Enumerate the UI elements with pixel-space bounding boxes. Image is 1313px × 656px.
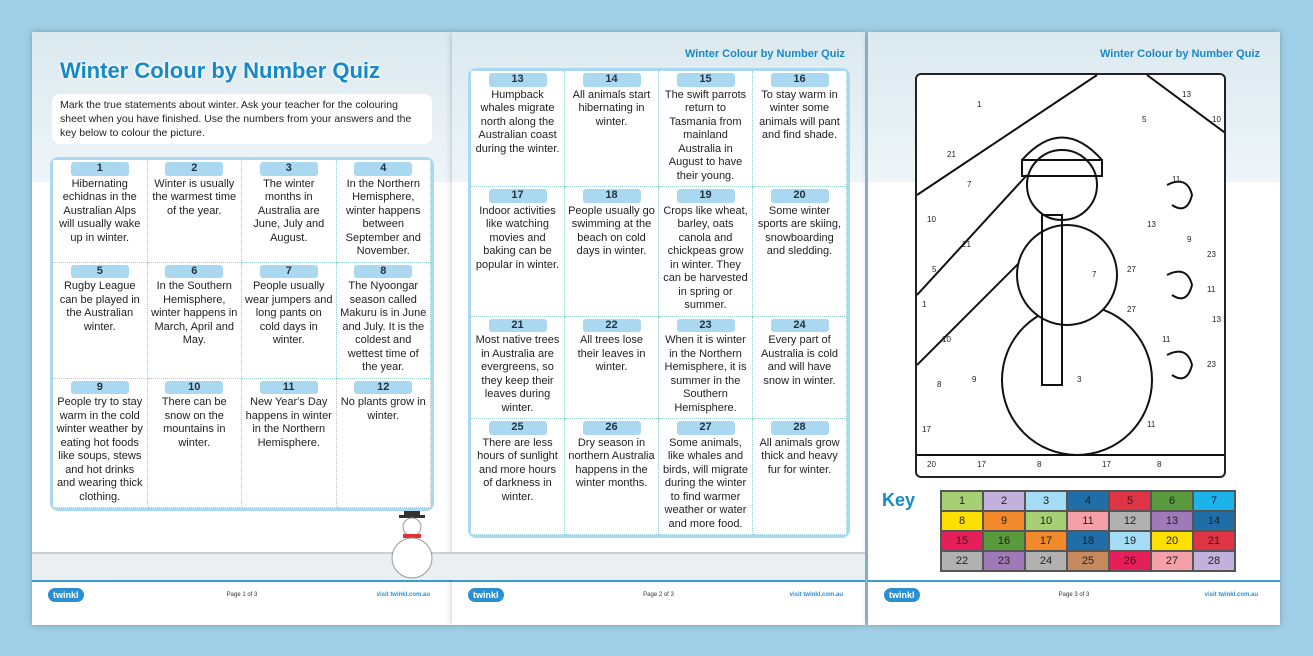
page-3 <box>868 32 1280 625</box>
key-swatch: 17 <box>1025 531 1067 551</box>
question-number: 26 <box>583 421 641 435</box>
picture-number: 11 <box>1172 175 1181 184</box>
picture-number: 5 <box>932 265 937 274</box>
page-1 <box>32 32 452 625</box>
question-cell[interactable] <box>659 419 753 535</box>
key-swatch: 22 <box>941 551 983 571</box>
question-cell[interactable] <box>659 71 753 187</box>
question-text: The Nyoongar season called Makuru is in June and July. It is the coldest and wettest time of the year. <box>340 280 427 373</box>
question-cell[interactable] <box>148 160 243 263</box>
question-number: 23 <box>677 319 735 333</box>
question-text: Every part of Australia is cold and will have snow in winter. <box>760 334 839 387</box>
question-number: 8 <box>354 265 412 279</box>
picture-number: 13 <box>1212 315 1221 324</box>
question-cell[interactable] <box>753 317 847 420</box>
question-text: There are less hours of sunlight and more hours of darkness in winter. <box>477 436 558 503</box>
key-swatch: 8 <box>941 511 983 531</box>
question-number: 5 <box>71 265 129 279</box>
question-cell[interactable] <box>242 263 337 379</box>
question-number: 27 <box>677 421 735 435</box>
question-text: Some animals, like whales and birds, will migrate during the winter to find warmer weather or water and more food. <box>663 436 748 530</box>
question-cell[interactable] <box>337 379 432 509</box>
question-number: 6 <box>165 265 223 279</box>
picture-number: 17 <box>977 460 986 469</box>
key-swatch: 21 <box>1193 531 1235 551</box>
colour-key <box>940 490 1236 572</box>
question-grid <box>50 157 434 511</box>
key-swatch: 15 <box>941 531 983 551</box>
question-number: 3 <box>260 162 318 176</box>
twinkl-logo: twinkl <box>48 588 84 602</box>
snowman-outline <box>917 75 1226 478</box>
question-cell[interactable] <box>659 317 753 420</box>
key-swatch: 10 <box>1025 511 1067 531</box>
question-text: To stay warm in winter some animals will pant and find shade. <box>759 88 840 141</box>
question-text: The winter months in Australia are June, July and August. <box>253 177 325 244</box>
question-number: 15 <box>677 73 735 87</box>
question-number: 16 <box>771 73 829 87</box>
question-text: In the Southern Hemisphere, winter happens in March, April and May. <box>151 280 238 346</box>
picture-number: 1 <box>922 300 927 309</box>
question-text: No plants grow in winter. <box>340 396 426 422</box>
question-text: Indoor activities like watching movies and baking can be popular in winter. <box>475 204 560 271</box>
picture-number: 9 <box>1187 235 1192 244</box>
question-text: When it is winter in the Northern Hemisphere, it is summer in the Southern Hemisphere. <box>664 334 747 414</box>
key-swatch: 24 <box>1025 551 1067 571</box>
question-cell[interactable] <box>337 160 432 263</box>
picture-number: 27 <box>1127 305 1136 314</box>
picture-number: 5 <box>1142 115 1147 124</box>
question-cell[interactable] <box>148 379 243 509</box>
page-number: Page 3 of 3 <box>1058 592 1090 598</box>
question-cell[interactable] <box>242 160 337 263</box>
picture-number: 21 <box>962 240 971 249</box>
question-cell[interactable] <box>753 187 847 317</box>
page-number: Page 2 of 3 <box>643 592 674 598</box>
picture-number: 10 <box>942 335 951 344</box>
question-cell[interactable] <box>471 317 565 420</box>
question-text: Dry season in northern Australia happens in the winter months. <box>568 436 655 489</box>
key-swatch: 13 <box>1151 511 1193 531</box>
key-swatch: 6 <box>1151 491 1193 511</box>
footer-line <box>868 580 1280 582</box>
key-swatch: 26 <box>1109 551 1151 571</box>
question-text: Crops like wheat, barley, oats canola and chickpeas grow in winter. They can be harvested in spring or summer. <box>663 204 748 311</box>
question-cell[interactable] <box>565 317 659 420</box>
question-text: People try to stay warm in the cold winter weather by eating hot foods like soups, stews and hot drinks and wearing thick clothing. <box>56 396 143 503</box>
key-swatch: 23 <box>983 551 1025 571</box>
question-number: 9 <box>71 381 129 395</box>
question-text: New Year's Day happens in winter in the Northern Hemisphere. <box>245 396 332 449</box>
question-number: 13 <box>489 73 547 87</box>
question-cell[interactable] <box>753 419 847 535</box>
question-cell[interactable] <box>471 419 565 535</box>
snowman-illustration <box>382 502 442 582</box>
key-swatch: 25 <box>1067 551 1109 571</box>
picture-number: 11 <box>1147 420 1156 429</box>
question-cell[interactable] <box>565 187 659 317</box>
key-label: Key <box>882 490 916 510</box>
picture-number: 3 <box>1077 375 1082 384</box>
question-cell[interactable] <box>337 263 432 379</box>
picture-number: 13 <box>1182 90 1191 99</box>
picture-number: 27 <box>1127 265 1136 274</box>
question-cell[interactable] <box>148 263 243 379</box>
question-text: People usually wear jumpers and long pants on cold days in winter. <box>245 280 333 346</box>
key-swatch: 11 <box>1067 511 1109 531</box>
picture-number: 11 <box>1207 285 1216 294</box>
question-number: 17 <box>489 189 547 203</box>
key-swatch: 12 <box>1109 511 1151 531</box>
key-swatch: 5 <box>1109 491 1151 511</box>
question-text: Some winter sports are skiing, snowboarding and sledding. <box>757 204 842 257</box>
question-text: All animals grow thick and heavy fur for winter. <box>759 436 840 476</box>
key-swatch: 20 <box>1151 531 1193 551</box>
question-cell[interactable] <box>565 419 659 535</box>
question-text: All animals start hibernating in winter. <box>572 88 651 128</box>
page-header-title: Winter Colour by Number Quiz <box>684 48 845 60</box>
question-text: People usually go swimming at the beach on cold days in winter. <box>568 204 655 257</box>
picture-number: 10 <box>1212 115 1221 124</box>
question-cell[interactable] <box>659 187 753 317</box>
picture-number: 21 <box>947 150 956 159</box>
key-swatch: 14 <box>1193 511 1235 531</box>
question-text: The swift parrots return to Tasmania from mainland Australia in August to have their young. <box>664 88 747 182</box>
question-text: Rugby League can be played in the Australian winter. <box>59 280 140 333</box>
question-text: Humpback whales migrate north along the Australian coast during the winter. <box>475 88 560 155</box>
key-swatch: 3 <box>1025 491 1067 511</box>
question-text: Winter is usually the warmest time of the year. <box>152 177 237 217</box>
visit-link[interactable]: visit twinkl.com.au <box>376 592 430 598</box>
question-number: 21 <box>489 319 547 333</box>
key-swatch: 16 <box>983 531 1025 551</box>
question-number: 11 <box>260 381 318 395</box>
question-cell[interactable] <box>471 71 565 187</box>
key-swatch: 4 <box>1067 491 1109 511</box>
question-number: 19 <box>677 189 735 203</box>
picture-number: 11 <box>1162 335 1171 344</box>
question-text: In the Northern Hemisphere, winter happens between September and November. <box>345 177 421 257</box>
instructions: Mark the true statements about winter. Ask your teacher for the colouring sheet when you have finished. Use the numbers from your answers and the key below to colour the picture. <box>52 94 432 144</box>
question-cell[interactable] <box>53 160 148 263</box>
question-number: 7 <box>260 265 318 279</box>
question-number: 10 <box>165 381 223 395</box>
question-number: 24 <box>771 319 829 333</box>
question-cell[interactable] <box>471 187 565 317</box>
visit-link[interactable]: visit twinkl.com.au <box>789 592 843 598</box>
twinkl-logo: twinkl <box>884 588 920 602</box>
picture-number: 13 <box>1147 220 1156 229</box>
page-number: Page 1 of 3 <box>226 592 258 598</box>
question-number: 2 <box>165 162 223 176</box>
question-number: 18 <box>583 189 641 203</box>
question-number: 1 <box>71 162 129 176</box>
question-cell[interactable] <box>53 263 148 379</box>
picture-number: 10 <box>927 215 936 224</box>
question-number: 14 <box>583 73 641 87</box>
picture-number: 9 <box>972 375 977 384</box>
question-number: 20 <box>771 189 829 203</box>
key-swatch: 2 <box>983 491 1025 511</box>
picture-number: 7 <box>1092 270 1097 279</box>
key-swatch: 28 <box>1193 551 1235 571</box>
question-text: All trees lose their leaves in winter. <box>577 334 646 373</box>
question-number: 28 <box>771 421 829 435</box>
question-text: Hibernating echidnas in the Australian Alps will usually wake up in winter. <box>59 177 141 244</box>
question-number: 12 <box>354 381 412 395</box>
question-number: 22 <box>583 319 641 333</box>
question-cell[interactable] <box>753 71 847 187</box>
key-swatch: 27 <box>1151 551 1193 571</box>
page-header-title: Winter Colour by Number Quiz <box>1099 48 1260 60</box>
colour-by-number-picture <box>915 73 1226 478</box>
key-swatch: 1 <box>941 491 983 511</box>
snowy-hills <box>452 552 865 580</box>
question-number: 4 <box>354 162 412 176</box>
picture-number: 17 <box>1102 460 1111 469</box>
picture-number: 23 <box>1207 250 1216 259</box>
picture-number: 17 <box>922 425 931 434</box>
question-text: Most native trees in Australia are evergreens, so they keep their leaves during winter. <box>475 334 560 414</box>
twinkl-logo: twinkl <box>468 588 504 602</box>
footer-line <box>452 580 865 582</box>
picture-number: 8 <box>1037 460 1042 469</box>
page-2 <box>452 32 865 625</box>
question-grid <box>468 68 850 538</box>
picture-number: 1 <box>977 100 982 109</box>
question-cell[interactable] <box>53 379 148 509</box>
key-swatch: 9 <box>983 511 1025 531</box>
key-swatch: 7 <box>1193 491 1235 511</box>
question-cell[interactable] <box>242 379 337 509</box>
question-text: There can be snow on the mountains in winter. <box>161 396 227 449</box>
page-title: Winter Colour by Number Quiz <box>60 58 381 83</box>
picture-number: 8 <box>937 380 942 389</box>
question-number: 25 <box>489 421 547 435</box>
question-cell[interactable] <box>565 71 659 187</box>
key-swatch: 19 <box>1109 531 1151 551</box>
key-swatch: 18 <box>1067 531 1109 551</box>
picture-number: 8 <box>1157 460 1162 469</box>
picture-number: 20 <box>927 460 936 469</box>
picture-number: 7 <box>967 180 972 189</box>
picture-number: 23 <box>1207 360 1216 369</box>
visit-link[interactable]: visit twinkl.com.au <box>1204 592 1258 598</box>
